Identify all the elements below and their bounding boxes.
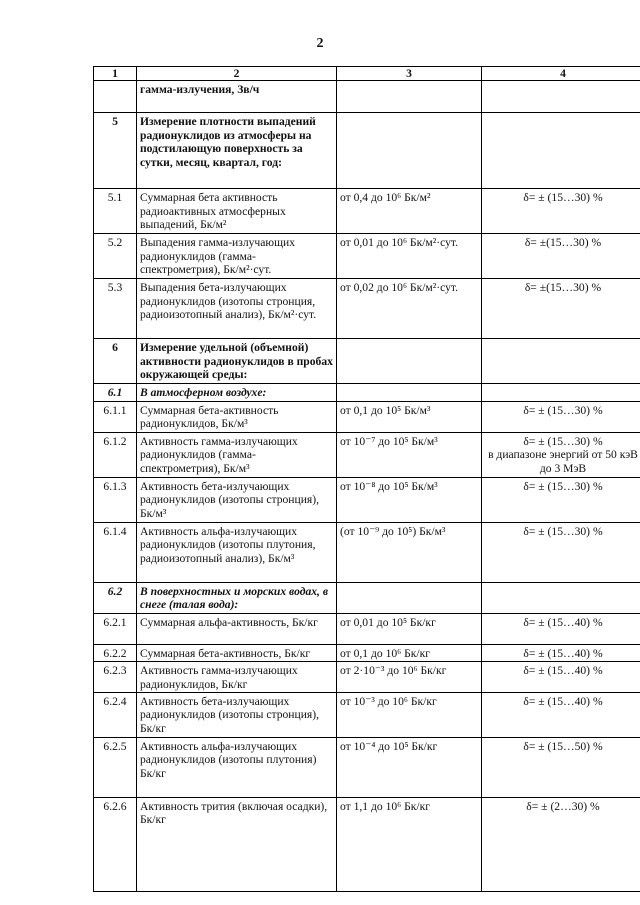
- row-range: от 10⁻⁷ до 10⁵ Бк/м³: [337, 432, 482, 477]
- row-description: Активность бета-излучающих радионуклидов (изотопы стронция), Бк/кг: [137, 693, 337, 738]
- row-description: гамма-излучения, Зв/ч: [137, 81, 337, 113]
- header-col-1: 1: [94, 67, 137, 81]
- row-accuracy: δ= ± (15…30) %: [482, 522, 640, 582]
- row-range: от 2·10⁻³ до 10⁶ Бк/кг: [337, 662, 482, 693]
- row-accuracy: [482, 384, 640, 401]
- row-range: от 0,01 до 10⁵ Бк/кг: [337, 613, 482, 644]
- row-number: 6.2: [94, 582, 137, 613]
- row-description: Активность гамма-излучающих радионуклидов, Бк/кг: [137, 662, 337, 693]
- row-number: 6.1.4: [94, 522, 137, 582]
- row-accuracy: δ= ± (15…40) %: [482, 693, 640, 738]
- row-range: от 10⁻⁴ до 10⁵ Бк/кг: [337, 738, 482, 798]
- row-description: Активность бета-излучающих радионуклидов (изотопы стронция), Бк/м³: [137, 477, 337, 522]
- table-row: [94, 477, 640, 522]
- table-row: [94, 113, 640, 189]
- row-number: 6: [94, 339, 137, 384]
- row-description: Активность альфа-излучающих радионуклидов (изотопы плутония) Бк/кг: [137, 738, 337, 798]
- row-description: В поверхностных и морских водах, в снеге (талая вода):: [137, 582, 337, 613]
- table-row: [94, 644, 640, 661]
- table-row: [94, 662, 640, 693]
- table-row: [94, 582, 640, 613]
- table-row: [94, 234, 640, 279]
- row-number: 6.2.6: [94, 798, 137, 892]
- row-number: 6.1.1: [94, 401, 137, 432]
- row-number: 6.1.3: [94, 477, 137, 522]
- row-range: [337, 582, 482, 613]
- row-number: 6.2.4: [94, 693, 137, 738]
- row-accuracy: δ= ± (15…30) % в диапазоне энергий от 50 кэВ до 3 МэВ: [482, 432, 640, 477]
- row-accuracy: [482, 582, 640, 613]
- row-description: Измерение плотности выпадений радионуклидов из атмосферы на подстилающую поверхность за сутки, месяц, квартал, год:: [137, 113, 337, 189]
- row-range: от 1,1 до 10⁶ Бк/кг: [337, 798, 482, 892]
- table-header-row: [94, 67, 640, 81]
- row-description: Суммарная бета-активность, Бк/кг: [137, 644, 337, 661]
- table-row: [94, 613, 640, 644]
- row-accuracy: [482, 339, 640, 384]
- row-number: 6.1: [94, 384, 137, 401]
- row-range: от 10⁻⁸ до 10⁵ Бк/м³: [337, 477, 482, 522]
- row-number: 6.2.3: [94, 662, 137, 693]
- table-row: [94, 798, 640, 892]
- row-range: [337, 384, 482, 401]
- row-description: В атмосферном воздухе:: [137, 384, 337, 401]
- row-accuracy: δ= ± (15…40) %: [482, 644, 640, 661]
- row-description: Суммарная альфа-активность, Бк/кг: [137, 613, 337, 644]
- table-row: [94, 384, 640, 401]
- row-accuracy: δ= ±(15…30) %: [482, 279, 640, 339]
- row-range: от 0,01 до 10⁶ Бк/м²·сут.: [337, 234, 482, 279]
- row-range: [337, 113, 482, 189]
- row-description: Измерение удельной (объемной) активности радионуклидов в пробах окружающей среды:: [137, 339, 337, 384]
- row-accuracy: [482, 113, 640, 189]
- table-row: [94, 339, 640, 384]
- row-accuracy: δ= ± (15…40) %: [482, 613, 640, 644]
- row-accuracy: δ= ± (15…50) %: [482, 738, 640, 798]
- header-col-3: 3: [337, 67, 482, 81]
- row-number: 5.1: [94, 189, 137, 234]
- row-range: от 10⁻³ до 10⁶ Бк/кг: [337, 693, 482, 738]
- row-description: Выпадения бета-излучающих радионуклидов (изотопы стронция, радиоизотопный анализ), Бк/м²·сут.: [137, 279, 337, 339]
- row-accuracy: [482, 81, 640, 113]
- row-range: от 0,1 до 10⁵ Бк/м³: [337, 401, 482, 432]
- row-accuracy: δ= ± (15…40) %: [482, 662, 640, 693]
- row-description: Активность трития (включая осадки), Бк/кг: [137, 798, 337, 892]
- table-row: [94, 738, 640, 798]
- row-accuracy: δ= ± (15…30) %: [482, 189, 640, 234]
- row-accuracy: δ= ±(15…30) %: [482, 234, 640, 279]
- row-number: 6.2.1: [94, 613, 137, 644]
- row-description: Выпадения гамма-излучающих радионуклидов (гамма-спектрометрия), Бк/м²·сут.: [137, 234, 337, 279]
- row-number: 5.2: [94, 234, 137, 279]
- row-number: [94, 81, 137, 113]
- row-range: (от 10⁻⁹ до 10⁵) Бк/м³: [337, 522, 482, 582]
- row-number: 5.3: [94, 279, 137, 339]
- row-number: 6.1.2: [94, 432, 137, 477]
- row-number: 5: [94, 113, 137, 189]
- table-row: [94, 189, 640, 234]
- row-description: Суммарная бета-активность радионуклидов, Бк/м³: [137, 401, 337, 432]
- row-description: Суммарная бета активность радиоактивных атмосферных выпадений, Бк/м²: [137, 189, 337, 234]
- table-row: [94, 693, 640, 738]
- row-number: 6.2.2: [94, 644, 137, 661]
- row-description: Активность альфа-излучающих радионуклидов (изотопы плутония, радиоизотопный анализ), Бк/м³: [137, 522, 337, 582]
- table-row: [94, 522, 640, 582]
- row-accuracy: δ= ± (15…30) %: [482, 401, 640, 432]
- table-row: [94, 81, 640, 113]
- row-range: от 0,02 до 10⁶ Бк/м²·сут.: [337, 279, 482, 339]
- page-number: 2: [316, 36, 324, 51]
- header-col-4: 4: [482, 67, 640, 81]
- row-number: 6.2.5: [94, 738, 137, 798]
- row-range: от 0,4 до 10⁶ Бк/м²: [337, 189, 482, 234]
- measurement-table: [93, 66, 640, 892]
- table-row: [94, 279, 640, 339]
- header-col-2: 2: [137, 67, 337, 81]
- table-row: [94, 401, 640, 432]
- row-range: [337, 339, 482, 384]
- row-accuracy: δ= ± (2…30) %: [482, 798, 640, 892]
- row-accuracy: δ= ± (15…30) %: [482, 477, 640, 522]
- table-row: [94, 432, 640, 477]
- row-range: [337, 81, 482, 113]
- row-description: Активность гамма-излучающих радионуклидов (гамма-спектрометрия), Бк/м³: [137, 432, 337, 477]
- row-range: от 0,1 до 10⁶ Бк/кг: [337, 644, 482, 661]
